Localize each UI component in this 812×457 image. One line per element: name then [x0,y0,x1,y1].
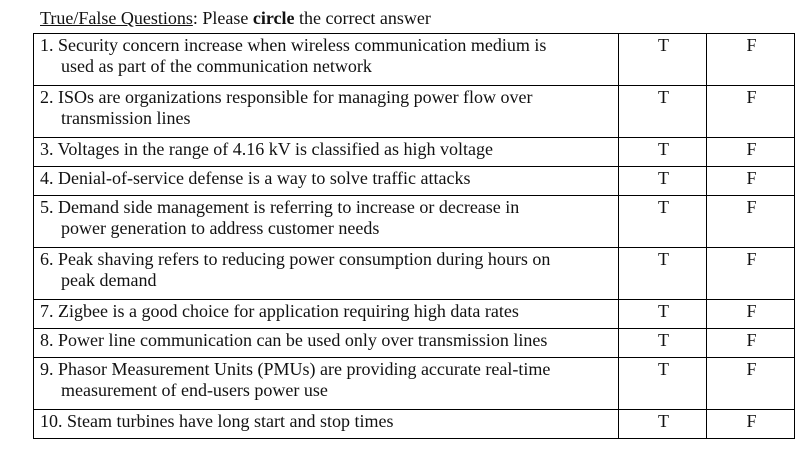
question-row-8 [34,329,795,358]
question-text-line1: 1. Security concern increase when wireless communication medium is [40,35,547,55]
question-cell [34,410,619,439]
true-option[interactable]: T [619,34,707,86]
question-row-3 [34,138,795,167]
question-text-line1: 5. Demand side management is referring to increase or decrease in [40,197,520,217]
true-option[interactable]: T [619,358,707,410]
true-option[interactable]: T [619,300,707,329]
heading-end-text: the correct answer [294,8,431,28]
true-option[interactable]: T [619,410,707,439]
instructions-heading [40,8,431,28]
question-text-line2: measurement of end-users power use [61,380,328,400]
false-option[interactable]: F [707,34,795,86]
question-row-7 [34,300,795,329]
false-option[interactable]: F [707,410,795,439]
question-text-line2: peak demand [61,270,157,290]
question-row-9 [34,358,795,410]
true-option[interactable]: T [619,248,707,300]
true-option[interactable]: T [619,138,707,167]
question-cell [34,358,619,410]
question-text-line2: power generation to address customer needs [61,218,380,238]
question-text-line1: 3. Voltages in the range of 4.16 kV is classified as high voltage [40,139,493,159]
true-option[interactable]: T [619,167,707,196]
question-cell [34,248,619,300]
true-option[interactable]: T [619,196,707,248]
heading-underlined-text: True/False Questions [40,8,193,28]
question-cell [34,86,619,138]
question-text-line1: 8. Power line communication can be used only over transmission lines [40,330,548,350]
question-cell [34,196,619,248]
question-cell [34,329,619,358]
false-option[interactable]: F [707,138,795,167]
question-row-5 [34,196,795,248]
true-option[interactable]: T [619,86,707,138]
question-row-2 [34,86,795,138]
question-row-6 [34,248,795,300]
heading-bold-text: circle [252,8,295,28]
question-text-line2: transmission lines [61,108,191,128]
question-text-line1: 7. Zigbee is a good choice for application requiring high data rates [40,301,519,321]
question-row-1 [34,34,795,86]
question-text-line1: 2. ISOs are organizations responsible for managing power flow over [40,87,533,107]
false-option[interactable]: F [707,329,795,358]
question-cell [34,34,619,86]
question-cell [34,138,619,167]
question-text-line1: 4. Denial-of-service defense is a way to solve traffic attacks [40,168,471,188]
false-option[interactable]: F [707,358,795,410]
false-option[interactable]: F [707,196,795,248]
question-row-10 [34,410,795,439]
heading-mid-text: : Please [192,8,253,28]
question-cell [34,167,619,196]
question-text-line1: 9. Phasor Measurement Units (PMUs) are providing accurate real-time [40,359,551,379]
question-row-4 [34,167,795,196]
question-cell [34,300,619,329]
true-option[interactable]: T [619,329,707,358]
false-option[interactable]: F [707,300,795,329]
false-option[interactable]: F [707,167,795,196]
question-text-line1: 6. Peak shaving refers to reducing power consumption during hours on [40,249,551,269]
question-text-line1: 10. Steam turbines have long start and stop times [40,411,394,431]
false-option[interactable]: F [707,86,795,138]
false-option[interactable]: F [707,248,795,300]
true-false-table [33,33,795,439]
question-text-line2: used as part of the communication network [61,56,372,76]
